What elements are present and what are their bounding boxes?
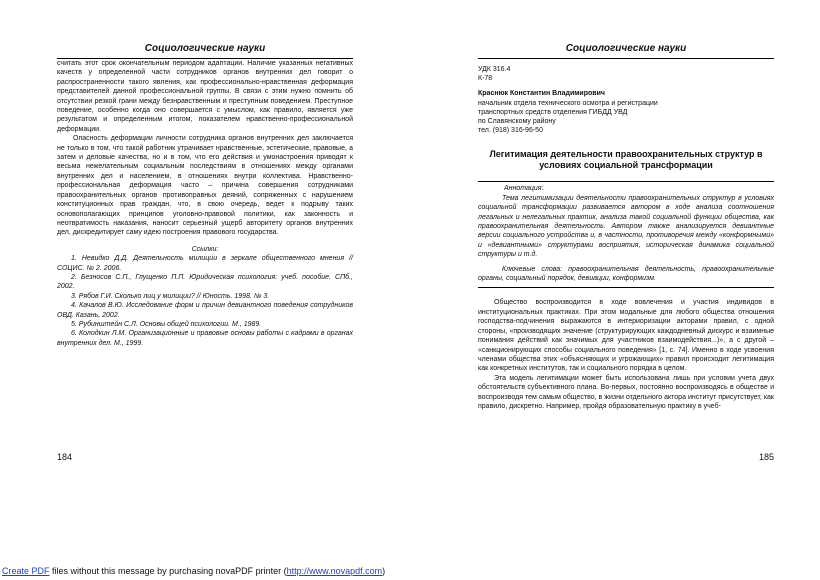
reference-item: 6. Колодкин Л.М. Организационные и правовые основы работы с кадрами в органах внутренних дел. М., 1999. (57, 330, 353, 347)
reference-item: 1. Невидко Д.Д. Деятельность милиции в зеркале общественного мнения // СОЦИС. № 2. 2006. (57, 255, 353, 272)
footer-text: files without this message by purchasing novaPDF printer ( (49, 566, 287, 576)
left-page (57, 40, 353, 560)
footer-text-end: ) (382, 566, 386, 576)
abstract-block (478, 181, 774, 288)
reference-item: 2. Безносов С.П., Глущенко П.П. Юридическая психология: учеб. пособие. СПб., 2002. (57, 273, 353, 291)
create-pdf-link[interactable]: Create PDF (2, 566, 50, 576)
paragraph: считать этот срок окончательным периодом адаптации. Наличие указанных негативных качеств у определенной части сотрудников органов внутренних дел говорит о распространенности такого явления, как профессионально-нравственная деформация представителей данной профессиональной группы. В связи с этим нужно помнить об отсутствии резкой грани между безнравственным и преступным поведением. Преступное поведение, особенно когда оно совершается с умыслом, как правило, является уже результатом и определенным итогом, показателем нравственно-профессиональной деформации. (57, 60, 353, 133)
reference-item: 5. Рубинштейн С.Л. Основы общей психологии. М., 1989. (71, 320, 262, 328)
udk-code: УДК 316.4 (478, 66, 511, 73)
keywords: Ключевые слова: правоохранительная деятельность, правоохранительные органы, социальный порядок, девиации, конформизм. (478, 265, 774, 283)
affiliation-line: по Славянскому району (478, 118, 556, 126)
page-header: Социологические науки (57, 40, 353, 59)
references-title: Ссылки: (191, 245, 219, 253)
pdf-footer (2, 566, 385, 576)
novapdf-link[interactable]: http://www.novapdf.com (286, 566, 383, 576)
right-body (478, 298, 774, 411)
right-page (478, 40, 774, 560)
article-meta (478, 65, 774, 135)
affiliation-line: начальник отдела технического осмотра и регистрации (478, 99, 658, 107)
abstract-text: Тема легитимизации деятельности правоохранительных структур в условиях социальной трансформации развивается автором в ходе анализа соотношения легальных и нелегальных практик, анализа такой социальной функции общества, как правоохранительная деятельность. Автором также анализируется девиантные версии социального устройства и, в частности, противоречия между «конформными» и «девиантными» структурами восприятия, историческая динамика социальной структуры и т.д. (478, 194, 774, 259)
affiliation-line: транспортных средств отделения ГИБДД УВД (478, 108, 628, 116)
page-number: 185 (758, 452, 774, 462)
page-number: 184 (57, 452, 73, 462)
author-name: Краснюк Константин Владимирович (478, 90, 605, 98)
paragraph: Опасность деформации личности сотрудника органов внутренних дел заключается не только в том, что такой работник утрачивает нравственные, эстетические, правовые, а затем и деловые качества, но и в том, что его действия и умонастроения приводят к весьма нежелательным социальным последствиям в отношениях между органами внутренних дел и населением, в отношениях внутри коллектива. Нравственно-профессиональная деформация часто – причина совершения сотрудниками правоохранительных органов противоправных деяний, сопряженных с нарушением конституционных прав граждан, что, в свою очередь, ведет к подрыву таких основополагающих принципов уголовно-правовой политики, как законность и неотвратимость наказания, наносит серьезный ущерб авторитету органов внутренних дел, дискредитирует саму идею построения правового государства. (57, 135, 353, 237)
affiliation-line: тел. (918) 316-96-50 (478, 127, 543, 135)
k-code: К-78 (478, 75, 493, 83)
abstract-label: Аннотация: (504, 185, 544, 193)
reference-item: 3. Рябов Г.И. Сколько лиц у милиции? // Юность. 1998. № 3. (71, 292, 270, 300)
reference-item: 4. Качалов В.Ю. Исследование форм и причин девиантного поведения сотрудников ОВД. Казань, 2002. (57, 302, 353, 319)
page-header: Социологические науки (478, 40, 774, 59)
left-body (57, 59, 353, 348)
article-title: Легитимация деятельности правоохранительных структур в условиях социальной трансформации (489, 149, 763, 171)
paragraph: Эта модель легитимации может быть использована лишь при условии учета двух обстоятельств субъективного плана. Во-первых, постоянно воспроизводясь в обществе и воспроизводя тем самым общество, в жизни отдельного актора институт присутствует, как правило, дискретно. Например, пройдя образовательную практику в учеб- (478, 374, 774, 410)
paragraph: Общество воспроизводится в ходе вовлечения и участия индивидов в институциональных практиках. При этом модальные для любого общества отношения господства-подчинения выражаются в интериоризации акторами правил, с одной стороны, «производящих значение (структурирующих каждодневный дискурс и взаимные понимания действий как значимых для участников взаимодействия...)», а с другой – «санкционирующих способы социального поведения» [1, с. 74]. Именно в ходе усвоения членами общества этих «объясняющих и угрожающих» правил происходит легитимация как конкретных институтов, так и социального порядка в целом. (478, 299, 774, 373)
